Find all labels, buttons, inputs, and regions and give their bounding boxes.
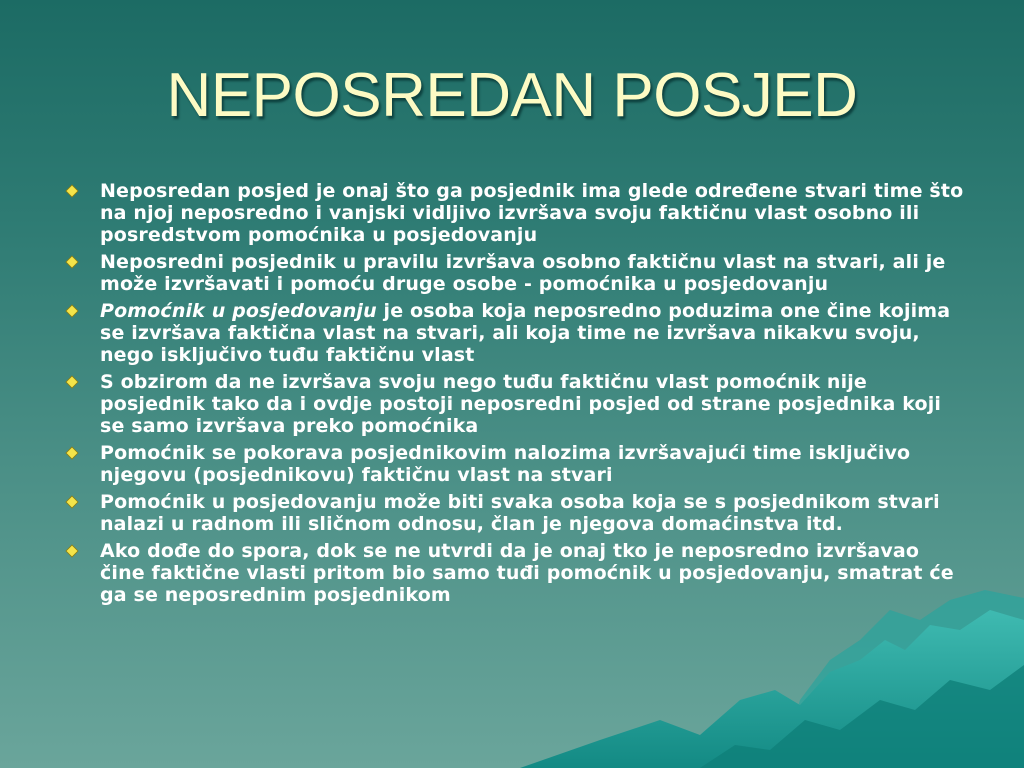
bullet-text: Pomoćnik se pokorava posjednikovim nalozima izvršavajući time isključivo njegovu (posjednikovu) faktičnu vlast na stvari <box>100 442 911 486</box>
diamond-bullet-icon <box>65 184 79 198</box>
diamond-bullet-icon <box>65 255 79 269</box>
list-item <box>62 371 970 437</box>
bullet-text: Pomoćnik u posjedovanju može biti svaka osoba koja se s posjednikom stvari nalazi u radnom ili sličnom odnosu, član je njegova domaćinstva itd. <box>100 491 940 535</box>
list-item <box>62 442 970 486</box>
bullet-text: Ako dođe do spora, dok se ne utvrdi da je onaj tko je neposredno izvršavao čine faktične vlasti pritom bio samo tuđi pomoćnik u posjedovanju, smatrat će ga se neposrednim posjednikom <box>100 540 954 606</box>
bullet-text: Neposredni posjednik u pravilu izvršava osobno faktičnu vlast na stvari, ali je može izvršavati i pomoću druge osobe - pomoćnika u posjedovanju <box>100 251 946 295</box>
bullet-lead: Pomoćnik u posjedovanju <box>100 300 377 322</box>
slide-title: NEPOSREDAN POSJED <box>166 61 858 130</box>
bullet-text: je osoba koja neposredno poduzima one čine kojima se izvršava faktična vlast na stvari, ali koja time ne izvršava nikakvu svoju, nego isključivo tuđu faktičnu vlast <box>100 300 951 366</box>
list-item <box>62 491 970 535</box>
bullet-text: Neposredan posjed je onaj što ga posjednik ima glede određene stvari time što na njoj neposredno i vanjski vidljivo izvršava svoju faktičnu vlast osobno ili posredstvom pomoćnika u posjedovanju <box>100 180 964 246</box>
bullet-list <box>62 180 970 611</box>
list-item <box>62 180 970 246</box>
diamond-bullet-icon <box>65 544 79 558</box>
list-item <box>62 540 970 606</box>
bullet-text: S obzirom da ne izvršava svoju nego tuđu faktičnu vlast pomoćnik nije posjednik tako da i ovdje postoji neposredni posjed od strane posjednika koji se samo izvršava preko pomoćnika <box>100 371 942 437</box>
diamond-bullet-icon <box>65 375 79 389</box>
diamond-bullet-icon <box>65 304 79 318</box>
diamond-bullet-icon <box>65 495 79 509</box>
list-item <box>62 251 970 295</box>
list-item <box>62 300 970 366</box>
diamond-bullet-icon <box>65 446 79 460</box>
